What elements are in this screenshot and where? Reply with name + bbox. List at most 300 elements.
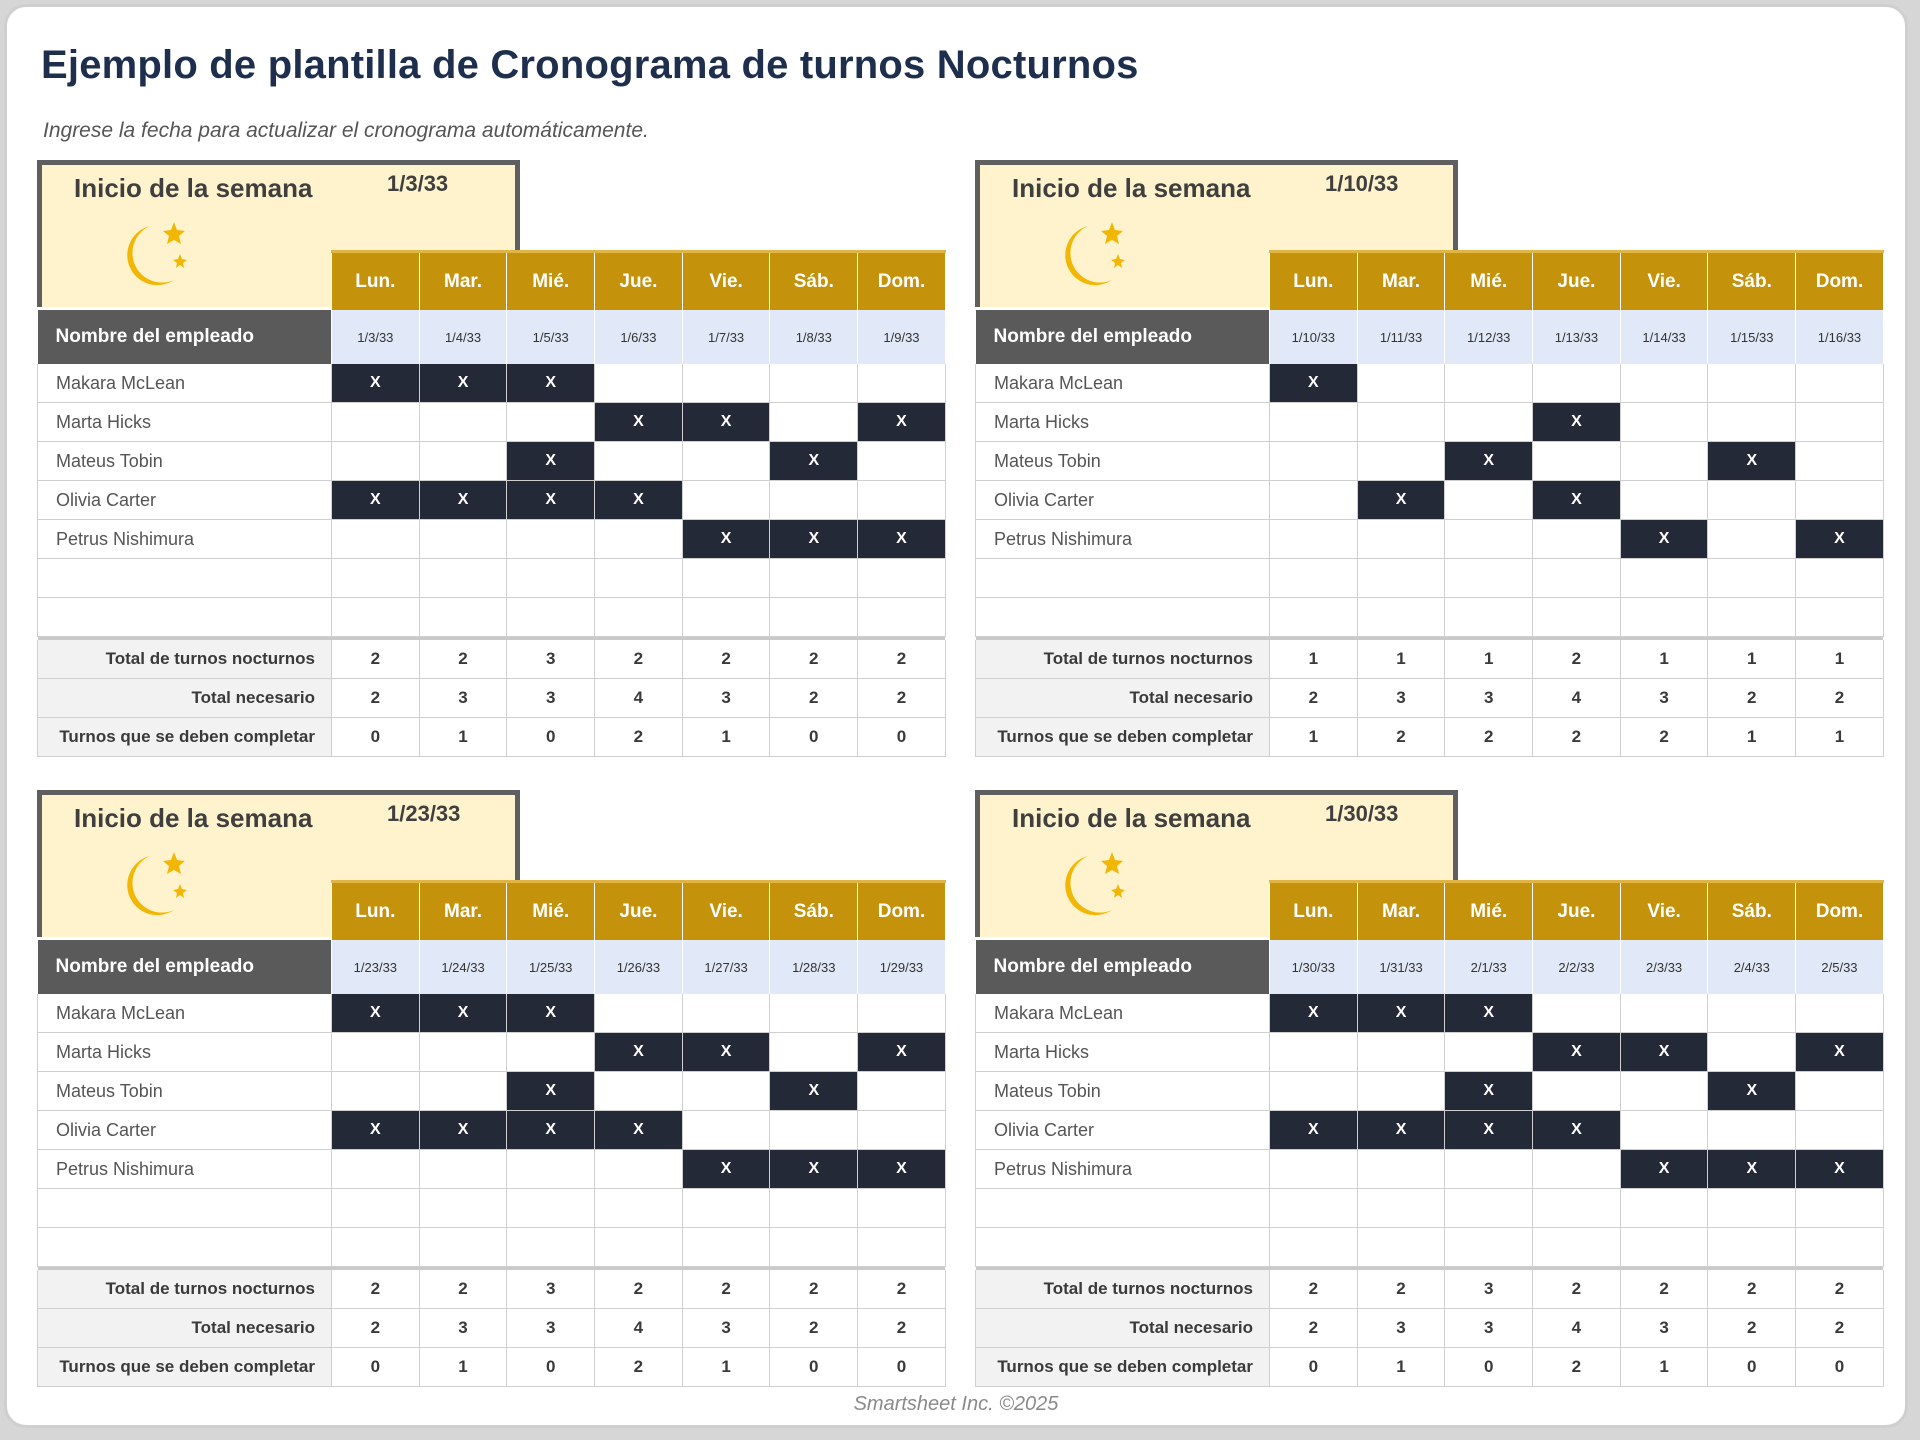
total-value: 3 [1357, 1309, 1445, 1348]
shift-cell-assigned[interactable]: X [507, 442, 595, 481]
employee-name[interactable] [976, 559, 1270, 598]
shift-cell[interactable] [419, 403, 507, 442]
shift-cell[interactable] [332, 1228, 420, 1267]
employee-name[interactable] [38, 559, 332, 598]
employee-name[interactable]: Petrus Nishimura [976, 1150, 1270, 1189]
shift-cell[interactable] [1445, 481, 1533, 520]
shift-cell[interactable] [1620, 442, 1708, 481]
shift-cell[interactable] [1796, 598, 1884, 637]
day-header-spacer [976, 882, 1270, 941]
shift-cell[interactable] [1357, 559, 1445, 598]
shift-cell[interactable] [419, 442, 507, 481]
shift-cell-assigned[interactable]: X [332, 994, 420, 1033]
employee-name[interactable]: Mateus Tobin [38, 1072, 332, 1111]
shift-cell-assigned[interactable]: X [595, 1111, 683, 1150]
shift-cell-assigned[interactable]: X [770, 520, 858, 559]
total-value: 1 [1620, 1348, 1708, 1387]
shift-cell[interactable] [682, 598, 770, 637]
shift-cell[interactable] [682, 364, 770, 403]
shift-cell[interactable] [1270, 1189, 1358, 1228]
shift-cell[interactable] [419, 1033, 507, 1072]
shift-cell-assigned[interactable]: X [595, 1033, 683, 1072]
employee-name[interactable] [38, 1189, 332, 1228]
day-header: Mar. [419, 252, 507, 311]
employee-name[interactable]: Marta Hicks [976, 1033, 1270, 1072]
shift-cell-assigned[interactable]: X [682, 1033, 770, 1072]
employee-name[interactable]: Olivia Carter [976, 481, 1270, 520]
employee-row [38, 1033, 946, 1072]
shift-cell[interactable] [1796, 481, 1884, 520]
shift-cell[interactable] [1533, 1189, 1621, 1228]
shift-cell[interactable] [1445, 559, 1533, 598]
shift-cell[interactable] [332, 1150, 420, 1189]
shift-cell[interactable] [1796, 442, 1884, 481]
shift-cell[interactable] [770, 1033, 858, 1072]
shift-cell[interactable] [1708, 994, 1796, 1033]
shift-cell-assigned[interactable]: X [419, 481, 507, 520]
employee-row [976, 1150, 1884, 1189]
shift-cell[interactable] [1357, 1072, 1445, 1111]
shift-cell-assigned[interactable]: X [1533, 403, 1621, 442]
employee-name-header: Nombre del empleado [38, 310, 332, 364]
shift-cell-assigned[interactable]: X [332, 481, 420, 520]
shift-cell[interactable] [1533, 994, 1621, 1033]
shift-cell[interactable] [332, 520, 420, 559]
shift-cell-assigned[interactable]: X [419, 1111, 507, 1150]
shift-cell[interactable] [1708, 1228, 1796, 1267]
shift-cell[interactable] [770, 1111, 858, 1150]
shift-cell[interactable] [507, 598, 595, 637]
employee-name[interactable]: Olivia Carter [976, 1111, 1270, 1150]
date-cell: 1/12/33 [1445, 310, 1533, 364]
shift-cell[interactable] [1445, 1033, 1533, 1072]
total-value: 2 [332, 640, 420, 679]
employee-name[interactable]: Makara McLean [38, 364, 332, 403]
shift-cell[interactable] [595, 520, 683, 559]
total-required-row [976, 1309, 1884, 1348]
shift-cell[interactable] [770, 994, 858, 1033]
employee-name[interactable]: Petrus Nishimura [976, 520, 1270, 559]
page [4, 4, 1908, 1428]
total-value: 1 [419, 1348, 507, 1387]
shift-cell[interactable] [858, 1189, 946, 1228]
total-value: 2 [1270, 1270, 1358, 1309]
shift-cell[interactable] [770, 1189, 858, 1228]
shift-cell-assigned[interactable]: X [682, 520, 770, 559]
employee-name[interactable]: Mateus Tobin [976, 1072, 1270, 1111]
shift-cell[interactable] [1357, 1228, 1445, 1267]
shift-cell-assigned[interactable]: X [1357, 1111, 1445, 1150]
shift-cell[interactable] [507, 559, 595, 598]
shift-cell[interactable] [1708, 1189, 1796, 1228]
shift-cell-assigned[interactable]: X [1445, 994, 1533, 1033]
shift-cell[interactable] [1270, 1033, 1358, 1072]
shift-cell[interactable] [1445, 403, 1533, 442]
shift-cell[interactable] [1620, 1228, 1708, 1267]
shift-cell[interactable] [858, 1111, 946, 1150]
shift-cell[interactable] [1620, 1189, 1708, 1228]
shift-cell[interactable] [332, 1033, 420, 1072]
shift-cell[interactable] [1270, 403, 1358, 442]
total-value: 2 [1533, 718, 1621, 757]
shift-cell-assigned[interactable]: X [770, 1072, 858, 1111]
shift-cell[interactable] [332, 442, 420, 481]
total-value: 3 [682, 1309, 770, 1348]
day-header-spacer [976, 252, 1270, 311]
shift-cell[interactable] [1445, 1189, 1533, 1228]
shift-cell-assigned[interactable]: X [332, 1111, 420, 1150]
employee-row [38, 1111, 946, 1150]
date-cell: 1/29/33 [858, 940, 946, 994]
shift-cell-assigned[interactable]: X [1708, 442, 1796, 481]
shift-cell[interactable] [770, 1228, 858, 1267]
employee-name[interactable]: Olivia Carter [38, 1111, 332, 1150]
shift-cell[interactable] [595, 1228, 683, 1267]
employee-name[interactable]: Marta Hicks [976, 403, 1270, 442]
shift-cell-assigned[interactable]: X [1796, 1033, 1884, 1072]
employee-row [976, 994, 1884, 1033]
shift-cell[interactable] [507, 520, 595, 559]
shift-cell-assigned[interactable]: X [507, 994, 595, 1033]
total-value: 2 [419, 640, 507, 679]
shift-cell[interactable] [1270, 1150, 1358, 1189]
shift-cell[interactable] [507, 1228, 595, 1267]
date-cell: 1/27/33 [682, 940, 770, 994]
employee-name[interactable]: Makara McLean [976, 364, 1270, 403]
shift-cell[interactable] [595, 364, 683, 403]
shift-cell[interactable] [1796, 1228, 1884, 1267]
shift-cell-assigned[interactable]: X [1796, 1150, 1884, 1189]
page-title: Ejemplo de plantilla de Cronograma de turnos Nocturnos [41, 43, 1139, 87]
shift-cell[interactable] [595, 994, 683, 1033]
shift-cell[interactable] [1357, 364, 1445, 403]
shift-cell[interactable] [1357, 442, 1445, 481]
shift-cell[interactable] [1620, 1072, 1708, 1111]
shift-cell[interactable] [1620, 364, 1708, 403]
total-value: 1 [1796, 718, 1884, 757]
shift-cell-assigned[interactable]: X [595, 403, 683, 442]
shift-cell[interactable] [1533, 520, 1621, 559]
shift-cell[interactable] [1445, 598, 1533, 637]
shift-cell-assigned[interactable]: X [419, 994, 507, 1033]
shift-cell[interactable] [770, 403, 858, 442]
shift-cell[interactable] [1533, 598, 1621, 637]
shift-cell[interactable] [1357, 520, 1445, 559]
shift-cell[interactable] [858, 364, 946, 403]
shift-cell[interactable] [858, 598, 946, 637]
shift-cell[interactable] [1708, 559, 1796, 598]
shift-cell[interactable] [858, 442, 946, 481]
day-header-spacer [38, 882, 332, 941]
employee-name[interactable]: Petrus Nishimura [38, 1150, 332, 1189]
shift-cell[interactable] [507, 1189, 595, 1228]
shift-cell[interactable] [1620, 481, 1708, 520]
shift-cell-assigned[interactable]: X [507, 364, 595, 403]
day-header: Vie. [682, 252, 770, 311]
shift-cell[interactable] [595, 1150, 683, 1189]
total-value: 0 [770, 1348, 858, 1387]
shift-cell[interactable] [1270, 481, 1358, 520]
day-header: Jue. [1533, 252, 1621, 311]
shift-cell[interactable] [1708, 1111, 1796, 1150]
shift-cell[interactable] [858, 1072, 946, 1111]
total-value: 2 [595, 1348, 683, 1387]
total-value: 2 [1533, 1348, 1621, 1387]
shift-cell-assigned[interactable]: X [507, 1072, 595, 1111]
shift-cell[interactable] [1533, 1072, 1621, 1111]
shift-cell[interactable] [419, 520, 507, 559]
total-value: 2 [1357, 1270, 1445, 1309]
shift-cell[interactable] [1708, 403, 1796, 442]
employee-name[interactable]: Marta Hicks [38, 403, 332, 442]
day-header-row [976, 252, 1884, 311]
shift-cell-assigned[interactable]: X [858, 1150, 946, 1189]
day-header-row [38, 882, 946, 941]
schedule-table [975, 880, 1884, 1387]
shift-cell-assigned[interactable]: X [858, 520, 946, 559]
total-value: 2 [595, 718, 683, 757]
employee-name[interactable]: Makara McLean [38, 994, 332, 1033]
shift-cell[interactable] [1357, 598, 1445, 637]
shift-cell[interactable] [1445, 364, 1533, 403]
total-value: 4 [1533, 679, 1621, 718]
total-value: 2 [858, 1309, 946, 1348]
shift-cell-assigned[interactable]: X [858, 1033, 946, 1072]
shift-cell[interactable] [1445, 520, 1533, 559]
shift-cell[interactable] [1796, 1072, 1884, 1111]
total-value: 0 [332, 1348, 420, 1387]
shift-cell[interactable] [1270, 1072, 1358, 1111]
shift-cell[interactable] [332, 559, 420, 598]
shift-cell[interactable] [1796, 994, 1884, 1033]
employee-name[interactable]: Olivia Carter [38, 481, 332, 520]
shift-cell[interactable] [419, 1072, 507, 1111]
day-header: Dom. [858, 252, 946, 311]
total-value: 0 [770, 718, 858, 757]
employee-name[interactable] [976, 1228, 1270, 1267]
shift-cell[interactable] [332, 403, 420, 442]
total-shifts-row-label: Total de turnos nocturnos [976, 640, 1270, 679]
employee-name[interactable]: Petrus Nishimura [38, 520, 332, 559]
shift-cell-assigned[interactable]: X [1270, 994, 1358, 1033]
shift-cell[interactable] [332, 1072, 420, 1111]
date-cell: 1/10/33 [1270, 310, 1358, 364]
employee-name[interactable] [38, 1228, 332, 1267]
shift-cell-assigned[interactable]: X [682, 403, 770, 442]
shift-cell[interactable] [1620, 403, 1708, 442]
employee-name[interactable]: Marta Hicks [38, 1033, 332, 1072]
date-cell: 1/16/33 [1796, 310, 1884, 364]
shift-cell[interactable] [1796, 1111, 1884, 1150]
shift-cell[interactable] [1620, 994, 1708, 1033]
employee-row [38, 520, 946, 559]
employee-row [38, 442, 946, 481]
day-header: Lun. [1270, 882, 1358, 941]
shift-cell[interactable] [682, 994, 770, 1033]
employee-name[interactable] [38, 598, 332, 637]
shift-cell[interactable] [682, 481, 770, 520]
to-complete-row [976, 718, 1884, 757]
shift-cell[interactable] [507, 1150, 595, 1189]
shift-cell[interactable] [419, 1150, 507, 1189]
employee-row [38, 364, 946, 403]
shift-cell[interactable] [419, 559, 507, 598]
week-start-date-input[interactable]: 1/3/33 [387, 171, 449, 196]
shift-cell[interactable] [595, 559, 683, 598]
shift-cell[interactable] [419, 598, 507, 637]
shift-cell-assigned[interactable]: X [507, 1111, 595, 1150]
shift-cell[interactable] [1796, 403, 1884, 442]
date-row [976, 940, 1884, 994]
shift-cell[interactable] [770, 559, 858, 598]
date-cell: 1/28/33 [770, 940, 858, 994]
shift-cell[interactable] [682, 1111, 770, 1150]
shift-cell[interactable] [1796, 1189, 1884, 1228]
employee-row [976, 520, 1884, 559]
shift-cell[interactable] [682, 1228, 770, 1267]
total-value: 2 [595, 1270, 683, 1309]
shift-cell-assigned[interactable]: X [1620, 1033, 1708, 1072]
shift-cell[interactable] [858, 481, 946, 520]
employee-name[interactable]: Makara McLean [976, 994, 1270, 1033]
shift-cell[interactable] [770, 481, 858, 520]
shift-cell[interactable] [682, 559, 770, 598]
shift-cell[interactable] [1533, 559, 1621, 598]
shift-cell-assigned[interactable]: X [1533, 1111, 1621, 1150]
employee-name[interactable] [976, 598, 1270, 637]
total-required-row [38, 1309, 946, 1348]
shift-cell[interactable] [1357, 1189, 1445, 1228]
shift-cell[interactable] [858, 1228, 946, 1267]
shift-cell[interactable] [595, 442, 683, 481]
date-cell: 1/23/33 [332, 940, 420, 994]
shift-cell[interactable] [1708, 481, 1796, 520]
employee-row [976, 1111, 1884, 1150]
shift-cell-assigned[interactable]: X [682, 1150, 770, 1189]
shift-cell[interactable] [1533, 364, 1621, 403]
shift-cell-assigned[interactable]: X [1445, 442, 1533, 481]
shift-cell[interactable] [770, 598, 858, 637]
shift-cell[interactable] [595, 1189, 683, 1228]
shift-cell[interactable] [1708, 598, 1796, 637]
shift-cell-assigned[interactable]: X [1445, 1072, 1533, 1111]
shift-cell[interactable] [682, 1072, 770, 1111]
shift-cell[interactable] [1270, 520, 1358, 559]
employee-name[interactable]: Mateus Tobin [976, 442, 1270, 481]
shift-cell[interactable] [1533, 1228, 1621, 1267]
day-header: Mar. [1357, 252, 1445, 311]
shift-cell-assigned[interactable]: X [507, 481, 595, 520]
shift-cell-assigned[interactable]: X [770, 1150, 858, 1189]
shift-cell-assigned[interactable]: X [1270, 364, 1358, 403]
day-header: Jue. [595, 252, 683, 311]
shift-cell[interactable] [507, 1033, 595, 1072]
shift-cell-assigned[interactable]: X [858, 403, 946, 442]
shift-cell-assigned[interactable]: X [1796, 520, 1884, 559]
shift-cell[interactable] [1270, 559, 1358, 598]
shift-cell[interactable] [1270, 1228, 1358, 1267]
shift-cell[interactable] [1533, 442, 1621, 481]
shift-cell[interactable] [682, 1189, 770, 1228]
shift-cell-assigned[interactable]: X [1620, 520, 1708, 559]
shift-cell[interactable] [1357, 403, 1445, 442]
shift-cell-assigned[interactable]: X [1445, 1111, 1533, 1150]
shift-cell[interactable] [1270, 598, 1358, 637]
date-cell: 1/7/33 [682, 310, 770, 364]
shift-cell[interactable] [1445, 1150, 1533, 1189]
shift-cell[interactable] [1357, 1033, 1445, 1072]
week-start-date-input[interactable]: 1/10/33 [1325, 171, 1399, 196]
shift-cell[interactable] [1620, 559, 1708, 598]
date-cell: 1/26/33 [595, 940, 683, 994]
shift-cell[interactable] [1708, 520, 1796, 559]
shift-cell[interactable] [770, 364, 858, 403]
shift-cell[interactable] [332, 598, 420, 637]
employee-row [976, 1189, 1884, 1228]
shift-cell[interactable] [1270, 442, 1358, 481]
shift-cell-assigned[interactable]: X [1357, 481, 1445, 520]
employee-row [38, 598, 946, 637]
shift-cell-assigned[interactable]: X [595, 481, 683, 520]
shift-cell-assigned[interactable]: X [332, 364, 420, 403]
total-value: 1 [1620, 640, 1708, 679]
shift-cell[interactable] [858, 559, 946, 598]
shift-cell-assigned[interactable]: X [1357, 994, 1445, 1033]
day-header-row [976, 882, 1884, 941]
shift-cell-assigned[interactable]: X [419, 364, 507, 403]
shift-cell[interactable] [1796, 559, 1884, 598]
total-value: 2 [1796, 1270, 1884, 1309]
day-header: Dom. [1796, 252, 1884, 311]
shift-cell-assigned[interactable]: X [1533, 481, 1621, 520]
shift-cell-assigned[interactable]: X [770, 442, 858, 481]
shift-cell[interactable] [1533, 1150, 1621, 1189]
shift-cell[interactable] [419, 1189, 507, 1228]
shift-cell-assigned[interactable]: X [1270, 1111, 1358, 1150]
shift-cell[interactable] [1620, 598, 1708, 637]
day-header: Jue. [595, 882, 683, 941]
employee-name[interactable]: Mateus Tobin [38, 442, 332, 481]
day-header: Sáb. [1708, 882, 1796, 941]
shift-cell[interactable] [595, 598, 683, 637]
shift-cell-assigned[interactable]: X [1533, 1033, 1621, 1072]
week-start-date-input[interactable]: 1/23/33 [387, 801, 461, 826]
shift-cell-assigned[interactable]: X [1708, 1150, 1796, 1189]
shift-cell[interactable] [1620, 1111, 1708, 1150]
total-shifts-row-label: Total de turnos nocturnos [38, 1270, 332, 1309]
total-value: 1 [682, 718, 770, 757]
week-start-date-input[interactable]: 1/30/33 [1325, 801, 1399, 826]
total-required-row-label: Total necesario [976, 679, 1270, 718]
shift-cell[interactable] [1357, 1150, 1445, 1189]
shift-cell-assigned[interactable]: X [1620, 1150, 1708, 1189]
shift-cell[interactable] [507, 403, 595, 442]
shift-cell[interactable] [595, 1072, 683, 1111]
shift-cell[interactable] [858, 994, 946, 1033]
shift-cell[interactable] [1708, 364, 1796, 403]
total-value: 2 [1796, 1309, 1884, 1348]
shift-cell[interactable] [419, 1228, 507, 1267]
shift-cell[interactable] [332, 1189, 420, 1228]
shift-cell-assigned[interactable]: X [1708, 1072, 1796, 1111]
total-value: 1 [1708, 640, 1796, 679]
shift-cell[interactable] [1796, 364, 1884, 403]
shift-cell[interactable] [1708, 1033, 1796, 1072]
employee-name[interactable] [976, 1189, 1270, 1228]
total-value: 2 [1445, 718, 1533, 757]
shift-cell[interactable] [1445, 1228, 1533, 1267]
shift-cell[interactable] [682, 442, 770, 481]
